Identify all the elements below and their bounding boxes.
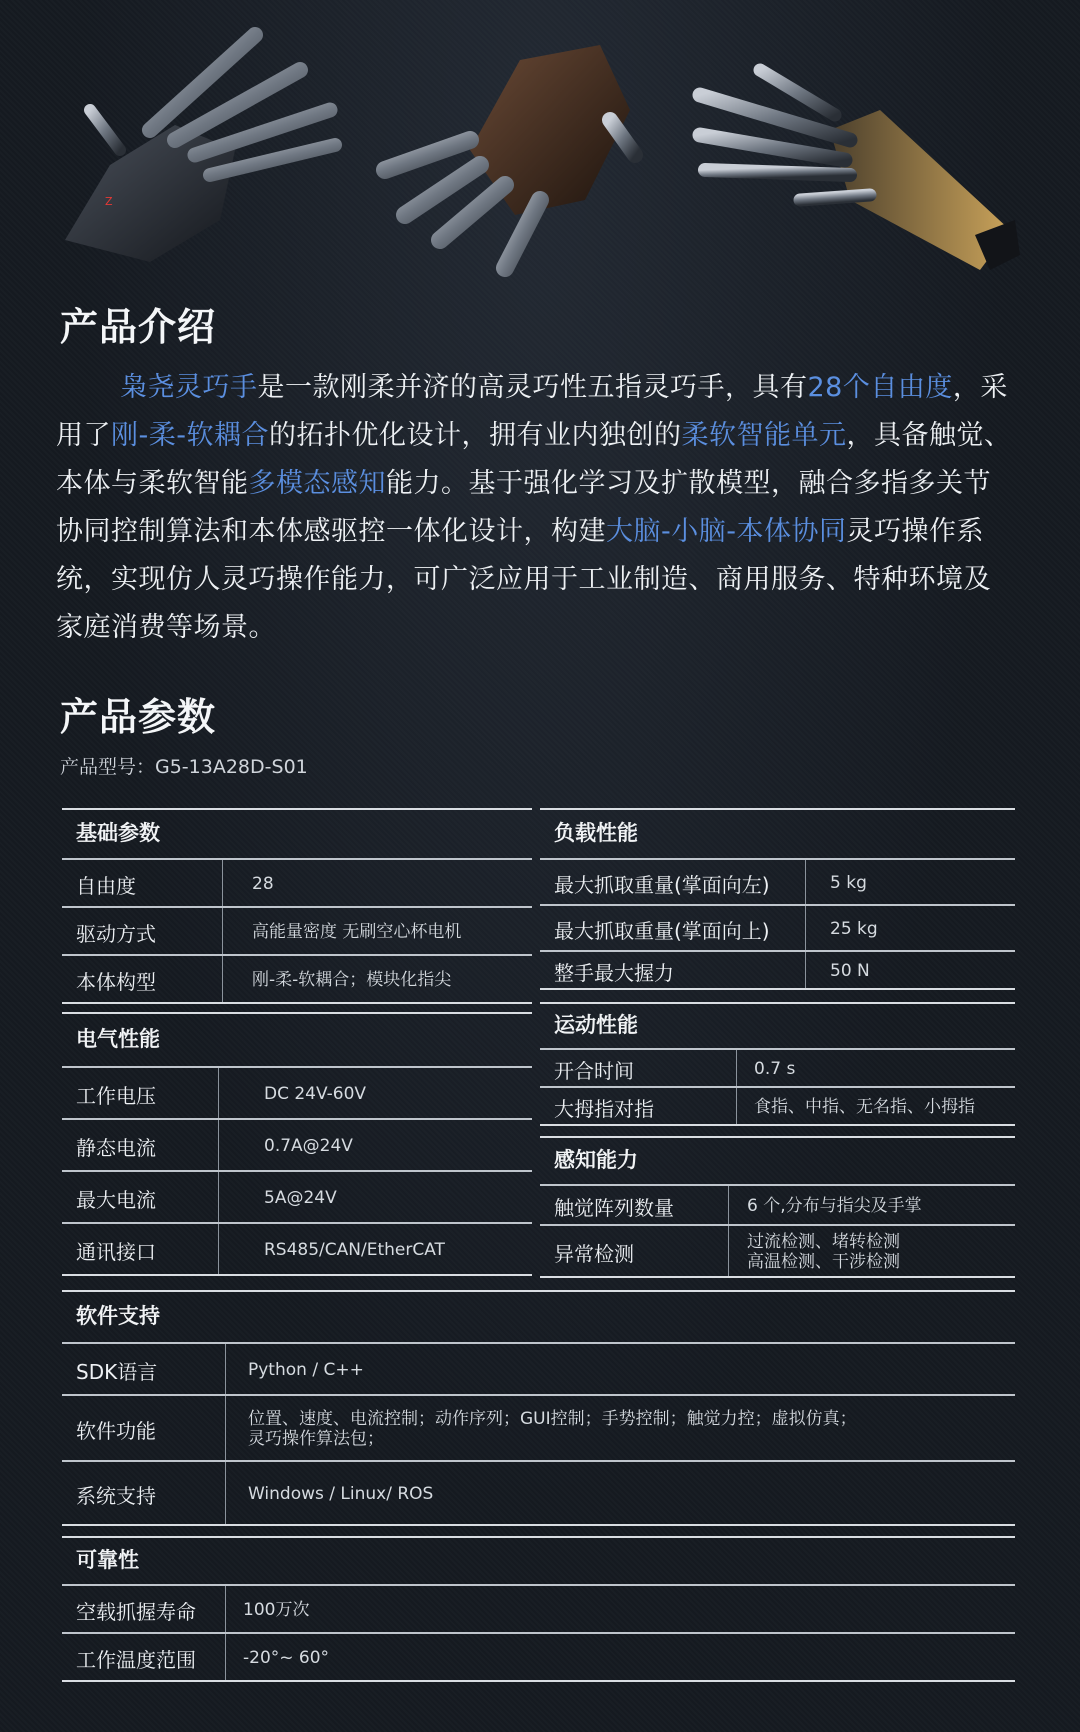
table-row: [540, 1184, 1015, 1226]
param-value: Python / C++: [248, 1360, 364, 1380]
param-name: 系统支持: [76, 1483, 156, 1508]
param-value: 刚-柔-软耦合；模块化指尖: [252, 970, 452, 990]
param-value: 0.7A@24V: [264, 1136, 353, 1156]
param-name: 工作温度范围: [76, 1647, 196, 1672]
body-text: 能力。基于强化学习及扩散模型，融合多指多关节协同控制算法和本体感驱控一体化设计，构建: [56, 468, 991, 547]
table-row: [540, 1086, 1015, 1126]
hand-left-icon: [65, 35, 335, 262]
highlight-text: 大脑-小脑-本体协同: [606, 516, 847, 547]
table-bottom-border: [540, 1276, 1015, 1278]
param-name: SDK语言: [76, 1359, 158, 1384]
table-row: [62, 1118, 532, 1172]
param-name: 驱动方式: [76, 921, 156, 946]
body-text: 是一款刚柔并济的高灵巧性五指灵巧手，具有: [257, 372, 808, 403]
column-divider: [218, 1224, 219, 1276]
param-name: 通讯接口: [76, 1239, 156, 1264]
highlight-text: 刚-柔-软耦合: [111, 420, 269, 451]
highlight-text: 多模态感知: [248, 468, 386, 499]
param-name: 开合时间: [554, 1058, 634, 1083]
table-row: [62, 1460, 1015, 1526]
table-row: [540, 1224, 1015, 1278]
param-name: 自由度: [76, 873, 136, 898]
column-divider: [225, 1462, 226, 1526]
column-divider: [728, 1226, 729, 1278]
column-divider: [736, 1088, 737, 1126]
table-bottom-border: [62, 1274, 532, 1276]
param-name: 整手最大握力: [554, 960, 674, 985]
product-model: 产品型号：G5-13A28D-S01: [60, 756, 308, 778]
column-divider: [805, 860, 806, 906]
hand-right-icon: [700, 70, 1020, 270]
param-name: 本体构型: [76, 969, 156, 994]
table-title: 感知能力: [540, 1136, 1015, 1186]
param-name: 大拇指对指: [554, 1096, 654, 1121]
param-value: 0.7 s: [754, 1059, 796, 1079]
table-row: [540, 858, 1015, 906]
highlight-text: 28个自由度: [807, 372, 953, 403]
param-name: 最大抓取重量(掌面向上): [554, 918, 770, 943]
intro-paragraph: [56, 364, 1014, 652]
table-bottom-border: [540, 1124, 1015, 1126]
param-name: 异常检测: [554, 1241, 634, 1266]
param-value: 50 N: [830, 961, 870, 981]
param-value: 位置、速度、电流控制；动作序列；GUI控制；手势控制；触觉力控；虚拟仿真； 灵巧操作算法包；: [248, 1409, 857, 1449]
body-text: ，具备触觉、本体与柔软智能: [56, 420, 1012, 499]
param-value: 28: [252, 874, 274, 894]
table-row: [62, 1394, 1015, 1462]
table-row: [62, 1222, 532, 1276]
column-divider: [218, 1120, 219, 1172]
table-title: 可靠性: [62, 1536, 1015, 1586]
param-name: 工作电压: [76, 1083, 156, 1108]
body-text: 灵巧操作系统，实现仿人灵巧操作能力，可广泛应用于工业制造、商用服务、特种环境及家庭消费等场景。: [56, 516, 991, 643]
param-value: DC 24V-60V: [264, 1084, 367, 1104]
table-row: [540, 904, 1015, 952]
column-divider: [728, 1186, 729, 1226]
table-bottom-border: [62, 1680, 1015, 1682]
table-row: [540, 950, 1015, 990]
param-name: 空载抓握寿命: [76, 1599, 196, 1624]
param-name: 最大抓取重量(掌面向左): [554, 872, 770, 897]
column-divider: [222, 860, 223, 908]
table-row: [62, 906, 532, 956]
table-row: [62, 1584, 1015, 1634]
param-value: 食指、中指、无名指、小拇指: [754, 1097, 975, 1117]
param-name: 最大电流: [76, 1187, 156, 1212]
column-divider: [805, 952, 806, 990]
svg-text:Z: Z: [105, 195, 113, 208]
column-divider: [805, 906, 806, 952]
param-value: RS485/CAN/EtherCAT: [264, 1240, 445, 1260]
table-row: [62, 1342, 1015, 1396]
column-divider: [218, 1172, 219, 1224]
table-row: [62, 1170, 532, 1224]
column-divider: [736, 1050, 737, 1088]
table-bottom-border: [62, 1524, 1015, 1526]
table-row: [62, 954, 532, 1004]
param-value: 5 kg: [830, 873, 867, 893]
param-name: 触觉阵列数量: [554, 1195, 674, 1220]
column-divider: [225, 1634, 226, 1682]
table-title: 运动性能: [540, 1002, 1015, 1050]
column-divider: [222, 908, 223, 956]
param-value: 25 kg: [830, 919, 878, 939]
table-row: [62, 1632, 1015, 1682]
table-title: 基础参数: [62, 808, 532, 860]
table-title: 负载性能: [540, 808, 1015, 860]
table-title: 电气性能: [62, 1012, 532, 1068]
column-divider: [218, 1068, 219, 1120]
table-row: [62, 858, 532, 908]
highlight-text: 柔软智能单元: [681, 420, 847, 451]
column-divider: [222, 956, 223, 1004]
column-divider: [225, 1586, 226, 1634]
param-value: 过流检测、堵转检测 高温检测、干涉检测: [747, 1232, 900, 1272]
body-text: 的拓扑优化设计，拥有业内独创的: [269, 420, 682, 451]
product-hands-image: [0, 0, 1080, 290]
column-divider: [225, 1344, 226, 1396]
param-value: 5A@24V: [264, 1188, 337, 1208]
body-text: ，采用了: [56, 372, 1008, 451]
column-divider: [225, 1396, 226, 1462]
param-name: 静态电流: [76, 1135, 156, 1160]
params-heading: 产品参数: [60, 695, 217, 739]
param-value: 高能量密度 无刷空心杯电机: [252, 922, 462, 942]
intro-heading: 产品介绍: [60, 305, 217, 349]
param-value: -20°~ 60°: [243, 1648, 330, 1668]
table-bottom-border: [540, 988, 1015, 990]
param-value: 100万次: [243, 1600, 310, 1620]
param-value: Windows / Linux/ ROS: [248, 1484, 434, 1504]
hand-middle-icon: [385, 45, 635, 268]
table-title: 软件支持: [62, 1290, 1015, 1344]
param-value: 6 个,分布与指尖及手掌: [747, 1196, 922, 1216]
table-row: [540, 1048, 1015, 1088]
param-name: 软件功能: [76, 1418, 156, 1443]
table-bottom-border: [62, 1002, 532, 1004]
table-row: [62, 1066, 532, 1120]
highlight-text: 枭尧灵巧手: [120, 372, 258, 403]
